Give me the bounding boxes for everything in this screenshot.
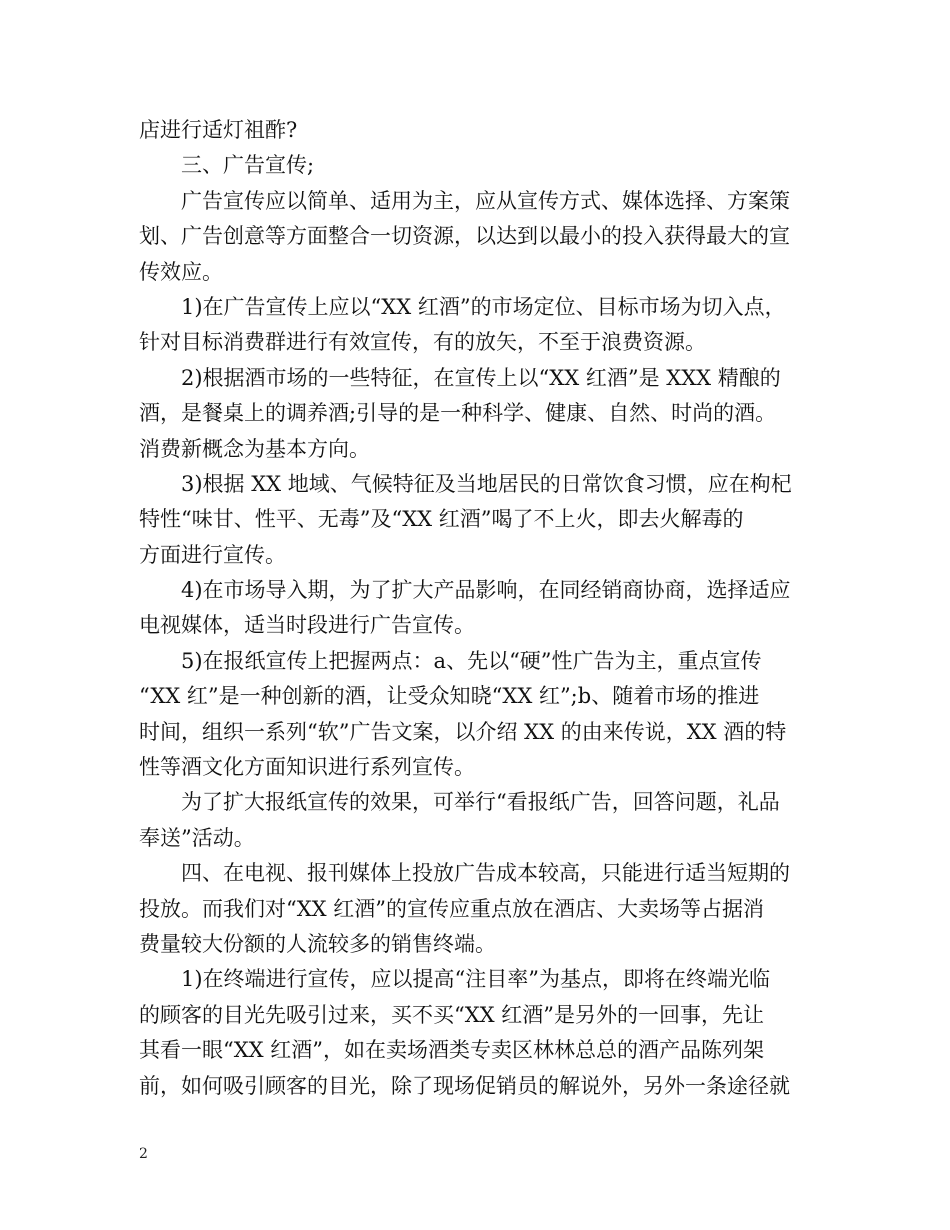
text-line: 前，如何吸引顾客的目光，除了现场促销员的解说外，另外一条途径就 [139,1073,790,1098]
text-line: 费量较大份额的人流较多的销售终端。 [139,931,496,956]
text-line: 方面进行宣传。 [139,542,286,567]
body-text [139,113,829,1104]
text-line: 2)根据酒市场的一些特征，在宣传上以“XX 红酒”是 XXX 精酿的 [181,365,781,390]
text-line: 其看一眼“XX 红酒”，如在卖场酒类专卖区林林总总的酒产品陈列架 [139,1038,765,1063]
page-number: 2 [139,1146,148,1162]
text-line: 的顾客的目光先吸引过来，买不买“XX 红酒”是另外的一回事，先让 [139,1002,765,1027]
section-heading: 三、广告宣传; [181,153,315,178]
section-heading: 四、在电视、报刊媒体上投放广告成本较高，只能进行适当短期的 [181,861,790,886]
text-line: 店进行适灯祖酢? [139,118,298,142]
text-line: 1)在终端进行宣传，应以提高“注目率”为基点，即将在终端光临 [181,967,771,992]
text-line: 投放。而我们对“XX 红酒”的宣传应重点放在酒店、大卖场等占据消 [139,896,765,921]
text-line: 电视媒体，适当时段进行广告宣传。 [139,613,475,638]
text-line: 特性“味甘、性平、无毒”及“XX 红酒”喝了不上火，即去火解毒的 [139,507,744,532]
text-line: 划、广告创意等方面整合一切资源，以达到以最小的投入获得最大的宣 [139,224,790,249]
text-line: 性等酒文化方面知识进行系列宣传。 [139,755,475,780]
text-line: “XX 红”是一种创新的酒，让受众知晓“XX 红”;b、随着市场的推进 [139,684,760,709]
text-line: 1)在广告宣传上应以“XX 红酒”的市场定位、目标市场为切入点， [181,294,786,319]
text-line: 酒，是餐桌上的调养酒;引导的是一种科学、健康、自然、时尚的酒。 [139,401,777,426]
text-line: 奉送”活动。 [139,825,255,850]
text-line: 广告宣传应以简单、适用为主，应从宣传方式、媒体选择、方案策 [181,188,790,213]
text-line: 消费新概念为基本方向。 [139,436,370,461]
text-line: 5)在报纸宣传上把握两点：a、先以“硬”性广告为主，重点宣传 [181,648,762,673]
text-line: 时间，组织一系列“软”广告文案，以介绍 XX 的由来传说，XX 酒的特 [139,719,787,744]
text-line: 针对目标消费群进行有效宣传，有的放矢，不至于浪费资源。 [139,330,706,355]
text-line: 4)在市场导入期，为了扩大产品影响，在同经销商协商，选择适应 [181,578,791,603]
text-line: 为了扩大报纸宣传的效果，可举行“看报纸广告，回答问题，礼品 [181,790,780,815]
text-line: 传效应。 [139,259,223,284]
text-line: 3)根据 XX 地域、气候特征及当地居民的日常饮食习惯，应在枸杞 [181,471,792,496]
